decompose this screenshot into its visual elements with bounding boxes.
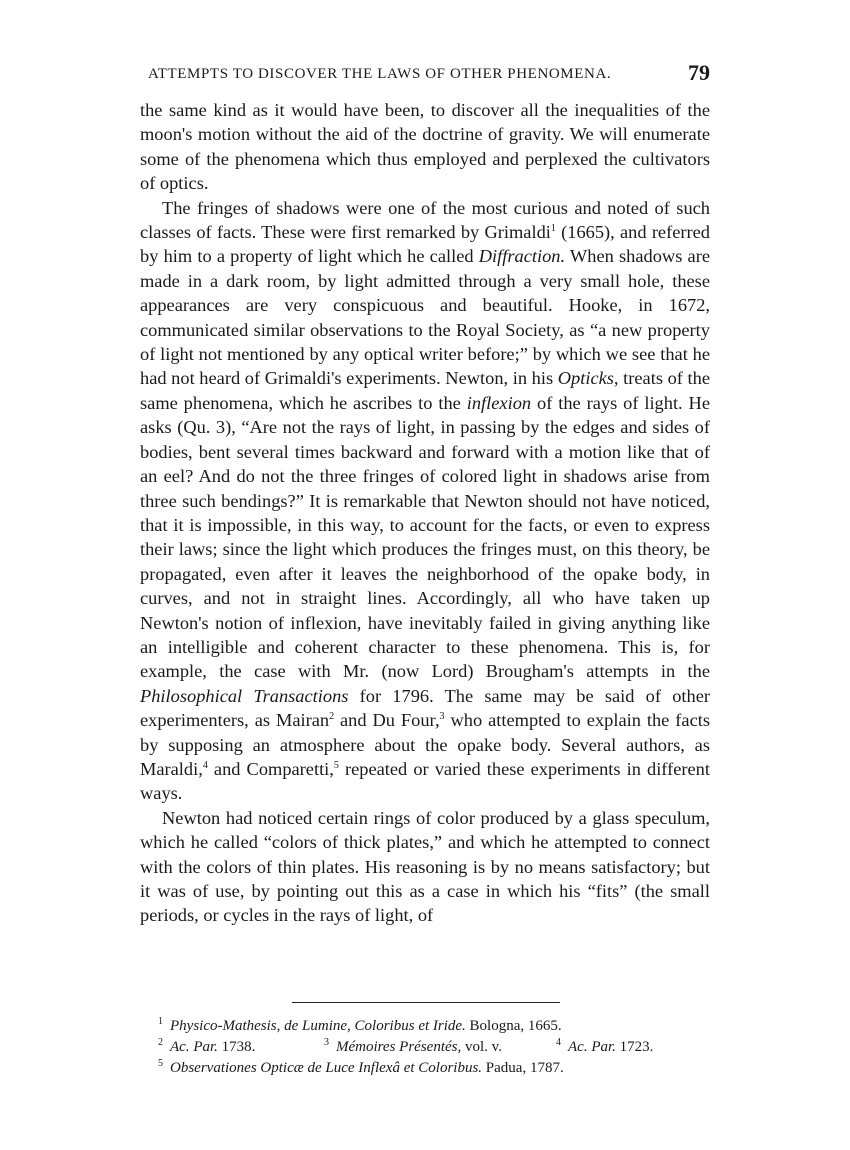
- emphasis-phil-trans: Philosophical Transactions: [140, 685, 349, 706]
- footnote-detail: Padua, 1787.: [482, 1060, 564, 1076]
- footnote-title: Ac. Par.: [568, 1039, 616, 1055]
- text-run: of the rays of light. He asks (Qu. 3), “Are not the rays of light, in passing by the edges and sides of bodies, bent several times backward and forward with a motion like that of an eel? And do not the three fringes of colored light in shadows arise from three such bendings?” It is remarkable that Newton should not have noticed, that it is impossible, in this way, to account for the facts, or even to express their laws; since the light which produces the fringes must, on this theory, be propagated, even after it leaves the neighborhood of the opake body, in curves, and not in straight lines. Accordingly, all who have taken up Newton's notion of inflexion, have inevitably failed in giving anything like an intelligible and coherent character to these phenomena. This is, for example, the case with Mr. (now Lord) Brougham's attempts in the: [140, 392, 710, 682]
- footnote-1: $^1$ Physico-Mathesis, de Lumine, Coloribus et Iride. Bologna, 1665.: [158, 1016, 562, 1034]
- running-title: ATTEMPTS TO DISCOVER THE LAWS OF OTHER PHENOMENA.: [148, 66, 612, 82]
- footnote-divider: [292, 1002, 560, 1003]
- footnote-ref-4: 4: [202, 759, 208, 771]
- footnote-row-2-3-4: [158, 1037, 718, 1058]
- text-run: (1665), and referred by him to a property of light which he called: [140, 222, 710, 267]
- emphasis-opticks: Opticks,: [557, 368, 619, 389]
- footnote-2: $^2$ Ac. Par. 1738.: [158, 1037, 256, 1055]
- text-run: the same kind as it would have been, to discover all the inequalities of the moon's motion without the aid of the doctrine of gravity. We will enumerate some of the phenomena which thus employed and perplexed the cultivators of optics.: [140, 100, 710, 194]
- footnote-3: $^3$ Mémoires Présentés, vol. v.: [324, 1037, 502, 1055]
- footnote-ref-3: 3: [439, 711, 445, 723]
- text-run: for 1796. The same may be said of other experimenters, as Mairan: [140, 685, 710, 731]
- text-run: When shadows are made in a dark room, by light admitted through a very small hole, these appearances are very conspicuous and beautiful. Hooke, in 1672, communicated similar observations to the Royal Society, as “a new property of light not mentioned by any optical writer before;” by which we see that he had not heard of Grimaldi's experiments. Newton, in his: [140, 246, 710, 389]
- text-run: Newton had noticed certain rings of color produced by a glass speculum, which he called “colors of thick plates,” and which he attempted to connect with the colors of thin plates. His reasoning is by no means satisfactory; but it was of use, by pointing out this as a case in which his “fits” (the small periods, or cycles in the rays of light, of: [140, 807, 710, 926]
- main-text: [140, 98, 710, 928]
- emphasis-inflexion: inflexion: [466, 392, 532, 413]
- paragraph-3: [140, 806, 710, 928]
- text-run: treats of the same phenomena, which he ascribes to the: [140, 368, 711, 413]
- footnote-5: $^5$ Observationes Opticæ de Luce Inflexâ et Coloribus. Padua, 1787.: [158, 1058, 564, 1076]
- footnote-title: Physico-Mathesis, de Lumine, Coloribus et Iride.: [170, 1018, 466, 1034]
- text-run: repeated or varied these experiments in different ways.: [140, 758, 710, 804]
- emphasis-diffraction: Diffraction.: [478, 246, 566, 267]
- footnote-ref-2: 2: [329, 711, 335, 723]
- footnote-title: Ac. Par.: [170, 1039, 218, 1055]
- running-header: [140, 62, 712, 88]
- footnote-detail: 1738.: [217, 1039, 256, 1055]
- text-run: who attempted to explain the facts by supposing an atmosphere about the opake body. Several authors, as Maraldi,: [140, 710, 710, 779]
- footnote-detail: Bologna, 1665.: [465, 1018, 562, 1034]
- text-run: The fringes of shadows were one of the most curious and noted of such classes of facts. These were first remarked by Grimaldi: [140, 197, 710, 243]
- footnote-detail: 1723.: [615, 1039, 654, 1055]
- footnote-ref-5: 5: [333, 759, 339, 771]
- paragraph-1: [140, 98, 710, 196]
- paragraph-2: [140, 196, 710, 806]
- footnote-title: Observationes Opticæ de Luce Inflexâ et Coloribus.: [170, 1060, 483, 1076]
- footnote-detail: vol. v.: [461, 1039, 502, 1055]
- footnote-4: $^4$ Ac. Par. 1723.: [556, 1037, 654, 1055]
- footnote-title: Mémoires Présentés,: [336, 1039, 462, 1055]
- footnotes: [158, 1016, 718, 1079]
- footnote-ref-1: 1: [550, 222, 556, 234]
- page-number: 79: [688, 60, 710, 85]
- text-run: and Du Four,: [334, 710, 440, 731]
- text-run: and Comparetti,: [207, 758, 334, 779]
